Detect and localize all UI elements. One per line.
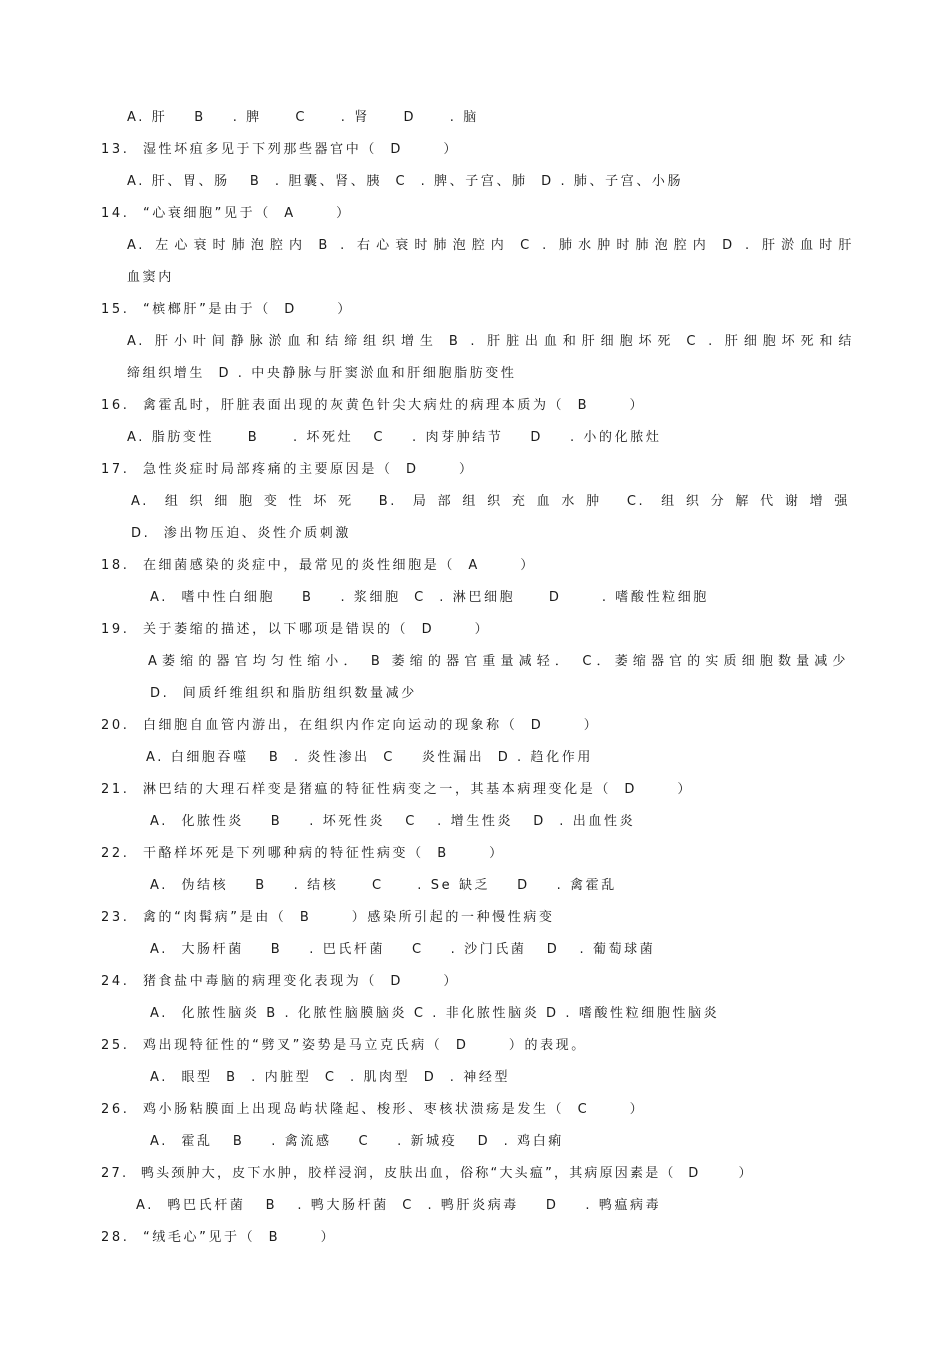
q25-question: 25. 鸡出现特征性的“劈叉”姿势是马立克氏病（ D ）的表现。	[101, 1038, 587, 1053]
q19-options-line2: D. 间质纤维组织和脂肪组织数量减少	[150, 686, 417, 701]
q15-options-line1: A. 肝小叶间静脉淤血和结缔组织增生 B . 肝脏出血和肝细胞坏死 C . 肝细胞坏死和结	[127, 334, 854, 349]
q13-question: 13. 湿性坏疽多见于下列那些器官中（ D ）	[101, 142, 460, 157]
q22-question: 22. 干酪样坏死是下列哪种病的特征性病变（ B ）	[101, 846, 505, 861]
q16-options: A. 脂肪变性 B . 坏死灶 C . 肉芽肿结节 D . 小的化脓灶	[127, 430, 662, 445]
q27-options: A. 鸭巴氏杆菌 B . 鸭大肠杆菌 C . 鸭肝炎病毒 D . 鸭瘟病毒	[136, 1198, 662, 1213]
q28-question: 28. “绒毛心”见于（ B ）	[101, 1230, 337, 1245]
q24-options: A. 化脓性脑炎 B . 化脓性脑膜脑炎 C . 非化脓性脑炎 D . 嗜酸性粒细胞性脑炎	[150, 1006, 720, 1021]
q20-options: A. 白细胞吞噬 B . 炎性渗出 C 炎性漏出 D . 趋化作用	[146, 750, 593, 765]
q20-question: 20. 白细胞自血管内游出，在组织内作定向运动的现象称（ D ）	[101, 718, 600, 733]
q19-options-line1: A萎缩的器官均匀性缩小． B 萎缩的器官重量减轻． C．萎缩器官的实质细胞数量减少	[148, 654, 848, 669]
q21-question: 21. 淋巴结的大理石样变是猪瘟的特征性病变之一，其基本病理变化是（ D ）	[101, 782, 694, 797]
q23-options: A. 大肠杆菌 B . 巴氏杆菌 C . 沙门氏菌 D . 葡萄球菌	[150, 942, 656, 957]
q19-question: 19. 关于萎缩的描述，以下哪项是错误的（ D ）	[101, 622, 491, 637]
q15-question: 15. “槟榔肝”是由于（ D ）	[101, 302, 353, 317]
q16-question: 16. 禽霍乱时，肝脏表面出现的灰黄色针尖大病灶的病理本质为（ B ）	[101, 398, 646, 413]
q27-question: 27. 鸭头颈肿大，皮下水肿，胶样浸润，皮肤出血，俗称“大头瘟”，其病原因素是（ D ）	[101, 1166, 754, 1181]
q22-options: A. 伪结核 B . 结核 C . Se 缺乏 D . 禽霍乱	[150, 878, 617, 893]
q17-options-line1: A. 组织细胞变性坏死 B. 局部组织充血水肿 C. 组织分解代谢增强	[131, 494, 850, 509]
q14-options-line1: A. 左心衰时肺泡腔内 B . 右心衰时肺泡腔内 C . 肺水肿时肺泡腔内 D . 肝淤血时肝	[127, 238, 854, 253]
q26-options: A. 霍乱 B . 禽流感 C . 新城疫 D . 鸡白痢	[150, 1134, 564, 1149]
q18-question: 18. 在细菌感染的炎症中，最常见的炎性细胞是（ A ）	[101, 558, 536, 573]
q17-question: 17. 急性炎症时局部疼痛的主要原因是（ D ）	[101, 462, 475, 477]
q14-options-line2: 血窦内	[127, 270, 174, 285]
q14-question: 14. “心衰细胞”见于（ A ）	[101, 206, 352, 221]
q23-question: 23. 禽的“肉髯病”是由（ B ）感染所引起的一种慢性病变	[101, 910, 555, 925]
q25-options: A. 眼型 B . 内脏型 C . 肌肉型 D . 神经型	[150, 1070, 511, 1085]
q17-options-line2: D. 渗出物压迫、炎性介质刺激	[131, 526, 352, 541]
q13-options: A. 肝、胃、肠 B . 胆囊、肾、胰 C . 脾、子宫、肺 D . 肺、子宫、小肠	[127, 174, 684, 189]
q24-question: 24. 猪食盐中毒脑的病理变化表现为（ D ）	[101, 974, 460, 989]
q21-options: A. 化脓性炎 B . 坏死性炎 C . 增生性炎 D . 出血性炎	[150, 814, 636, 829]
q18-options: A. 嗜中性白细胞 B . 浆细胞 C . 淋巴细胞 D . 嗜酸性粒细胞	[150, 590, 709, 605]
q26-question: 26. 鸡小肠粘膜面上出现岛屿状隆起、梭形、枣核状溃疡是发生（ C ）	[101, 1102, 646, 1117]
q12-options: A. 肝 B . 脾 C . 肾 D . 脑	[127, 110, 479, 125]
q15-options-line2: 缔组织增生 D . 中央静脉与肝窦淤血和肝细胞脂肪变性	[127, 366, 517, 381]
